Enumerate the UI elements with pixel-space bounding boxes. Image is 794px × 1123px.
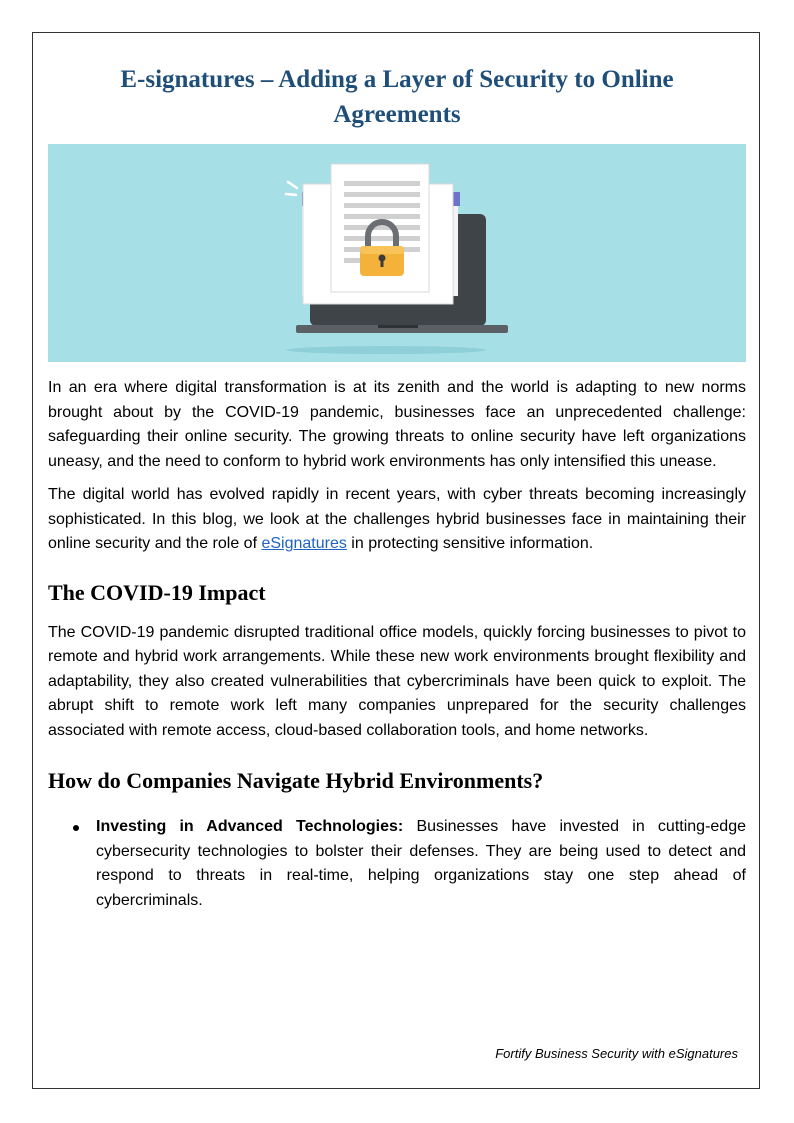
bullet-icon	[73, 825, 79, 831]
page-footer: Fortify Business Security with eSignatures	[495, 1046, 738, 1061]
section-heading-hybrid-environments: How do Companies Navigate Hybrid Environments?	[48, 768, 544, 793]
intro-paragraph-2	[48, 483, 746, 557]
covid-impact-paragraph: The COVID-19 pandemic disrupted traditional office models, quickly forcing businesses to pivot to remote and hybrid work arrangements. While these new work environments brought flexibility and adaptability, they also created vulnerabilities that cybercriminals have been quick to exploit. The abrupt shift to remote work left many companies unprepared for the security challenges associated with remote access, cloud-based collaboration tools, and home networks.	[48, 623, 746, 739]
list-item-text: Businesses have invested in cutting-edge cybersecurity technologies to bolster their defenses. They are being used to detect and respond to threats in real-time, helping organizations stay one step ahead of cybercriminals.	[96, 818, 746, 909]
intro-paragraph-2-text-after: in protecting sensitive information.	[346, 535, 594, 552]
section-heading-covid-impact: The COVID-19 Impact	[48, 579, 266, 605]
esignatures-link[interactable]: eSignatures	[261, 535, 347, 552]
intro-paragraph-1: In an era where digital transformation is at its zenith and the world is adapting to new norms brought about by the COVID-19 pandemic, businesses face an unprecedented challenge: safeguarding their online security. The growing threats to online security have left organizations uneasy, and the need to conform to hybrid work environments has only intensified this unease.	[48, 379, 746, 470]
document-title: E-signatures – Adding a Layer of Security to Online Agreements	[120, 66, 674, 128]
laptop-lock-illustration-icon	[48, 144, 746, 362]
hero-image	[48, 144, 746, 362]
intro-paragraph-2-text-before: The digital world has evolved rapidly in recent years, with cyber threats becoming increasingly sophisticated. In this blog, we look at the challenges hybrid businesses face in maintaining their online security and the role of	[48, 486, 746, 552]
list-item-label: Investing in Advanced Technologies:	[96, 818, 404, 835]
strategy-list	[48, 815, 746, 913]
list-item	[48, 815, 746, 913]
document-body	[48, 62, 746, 913]
